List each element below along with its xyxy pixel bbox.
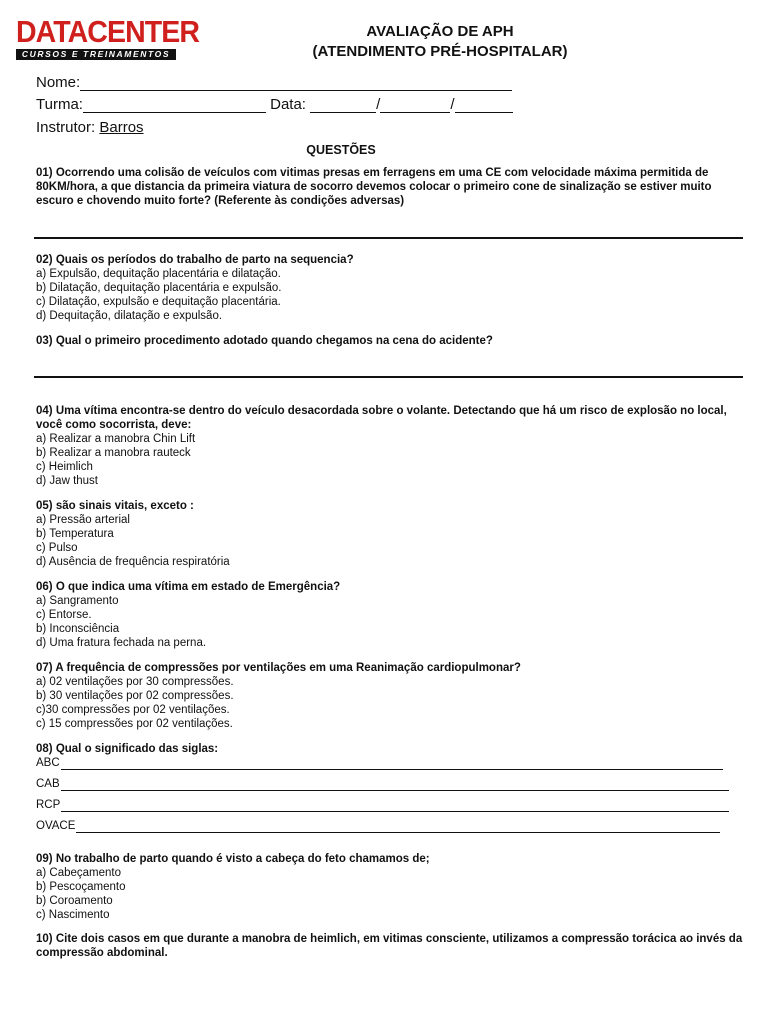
question-text: 02) Quais os períodos do trabalho de parto na sequencia? [36, 254, 354, 266]
option-a[interactable]: a) Expulsão, dequitação placentária e dilatação. [36, 268, 281, 280]
nome-label: Nome: [36, 74, 81, 91]
option-b[interactable]: b) Dilatação, dequitação placentária e expulsão. [36, 282, 282, 294]
question-06 [36, 580, 744, 650]
option-b[interactable]: b) Temperatura [36, 528, 114, 540]
option-a[interactable]: a) Realizar a manobra Chin Lift [36, 433, 196, 445]
sigla-row-ovace [36, 812, 744, 833]
nome-field [36, 74, 512, 91]
instrutor-label: Instrutor: [36, 119, 96, 136]
data-label: Data: [270, 96, 306, 113]
option-c[interactable]: c) Entorse. [36, 609, 92, 621]
section-title: QUESTÕES [306, 143, 376, 157]
question-02 [36, 253, 744, 323]
option-b[interactable]: b) Inconsciência [36, 623, 120, 635]
datacenter-logo [16, 14, 200, 60]
question-text: 10) Cite dois casos em que durante a manobra de heimlich, em vitimas consciente, utilizamos a compressão torácica ao invés da compressão abdominal. [36, 933, 743, 959]
sigla-label: CAB [36, 778, 60, 790]
option-c[interactable]: c) Nascimento [36, 909, 110, 921]
question-text: 06) O que indica uma vítima em estado de Emergência? [36, 581, 341, 593]
page-title: AVALIAÇÃO DE APH [366, 23, 514, 40]
question-text: 09) No trabalho de parto quando é visto a cabeça do feto chamamos de; [36, 853, 430, 865]
question-text: 04) Uma vítima encontra-se dentro do veículo desacordada sobre o volante. Detectando que há um risco de explosão no local, você como socorrista, deve: [36, 405, 727, 431]
sigla-answer-line[interactable] [61, 779, 729, 791]
sigla-label: ABC [36, 757, 60, 769]
question-08 [36, 742, 744, 833]
sigla-answer-line[interactable] [61, 800, 729, 812]
sigla-answer-line[interactable] [61, 758, 723, 770]
sigla-row-rcp [36, 791, 744, 812]
question-text: 05) são sinais vitais, exceto : [36, 500, 194, 512]
question-01 [36, 166, 744, 208]
data-year-line[interactable] [455, 97, 513, 113]
option-c[interactable]: c) Heimlich [36, 461, 93, 473]
option-b[interactable]: b) 30 ventilações por 02 compressões. [36, 690, 234, 702]
option-a[interactable]: a) Cabeçamento [36, 867, 122, 879]
question-text: 07) A frequência de compressões por ventilações em uma Reanimação cardiopulmonar? [36, 662, 521, 674]
data-day-line[interactable] [310, 97, 376, 113]
option-b-second[interactable]: b) Coroamento [36, 895, 113, 907]
sigla-row-cab [36, 770, 744, 791]
option-d[interactable]: d) Ausência de frequência respiratória [36, 556, 230, 568]
sigla-label: OVACE [36, 820, 76, 832]
sigla-answer-line[interactable] [76, 821, 720, 833]
option-a[interactable]: a) 02 ventilações por 30 compressões. [36, 676, 234, 688]
option-c-second[interactable]: c) 15 compressões por 02 ventilações. [36, 718, 233, 730]
data-month-line[interactable] [380, 97, 450, 113]
question-text: 01) Ocorrendo uma colisão de veículos com vitimas presas em ferragens em uma CE com velocidade máxima permitida de 80KM/hora, a que distancia da primeira viatura de socorro devemos colocar o primeiro cone de sinalização se estiver muito escuro e chovendo muito forte? (Referente às condições adversas) [36, 167, 712, 207]
instrutor-value: Barros [99, 119, 144, 136]
question-text: 03) Qual o primeiro procedimento adotado quando chegamos na cena do acidente? [36, 335, 493, 347]
logo-tagline: CURSOS E TREINAMENTOS [16, 49, 176, 60]
option-d[interactable]: d) Jaw thust [36, 475, 98, 487]
data-separator: / [450, 96, 455, 113]
question-05 [36, 499, 744, 569]
option-b[interactable]: b) Realizar a manobra rauteck [36, 447, 191, 459]
question-10 [36, 932, 744, 960]
option-c[interactable]: c) Dilatação, expulsão e dequitação placentária. [36, 296, 281, 308]
sigla-label: RCP [36, 799, 61, 811]
question-09 [36, 852, 744, 922]
turma-input-line[interactable] [83, 97, 266, 113]
option-c[interactable]: c)30 compressões por 02 ventilações. [36, 704, 230, 716]
answer-line-03[interactable] [34, 376, 743, 378]
turma-data-row [36, 96, 513, 113]
question-03 [36, 334, 744, 348]
answer-line-01[interactable] [34, 237, 743, 239]
logo-wordmark: DATACENTER [16, 14, 200, 49]
sigla-row-abc [36, 756, 744, 770]
option-a[interactable]: a) Pressão arterial [36, 514, 130, 526]
page-subtitle: (ATENDIMENTO PRÉ-HOSPITALAR) [312, 43, 568, 60]
option-b[interactable]: b) Pescoçamento [36, 881, 126, 893]
question-text: 08) Qual o significado das siglas: [36, 743, 219, 755]
question-04 [36, 404, 744, 488]
data-separator: / [376, 96, 381, 113]
question-07 [36, 661, 744, 731]
option-c[interactable]: c) Pulso [36, 542, 78, 554]
nome-input-line[interactable] [80, 75, 512, 91]
option-a[interactable]: a) Sangramento [36, 595, 119, 607]
instrutor-row [36, 119, 144, 136]
turma-label: Turma: [36, 96, 83, 113]
option-d[interactable]: d) Uma fratura fechada na perna. [36, 637, 207, 649]
option-d[interactable]: d) Dequitação, dilatação e expulsão. [36, 310, 223, 322]
